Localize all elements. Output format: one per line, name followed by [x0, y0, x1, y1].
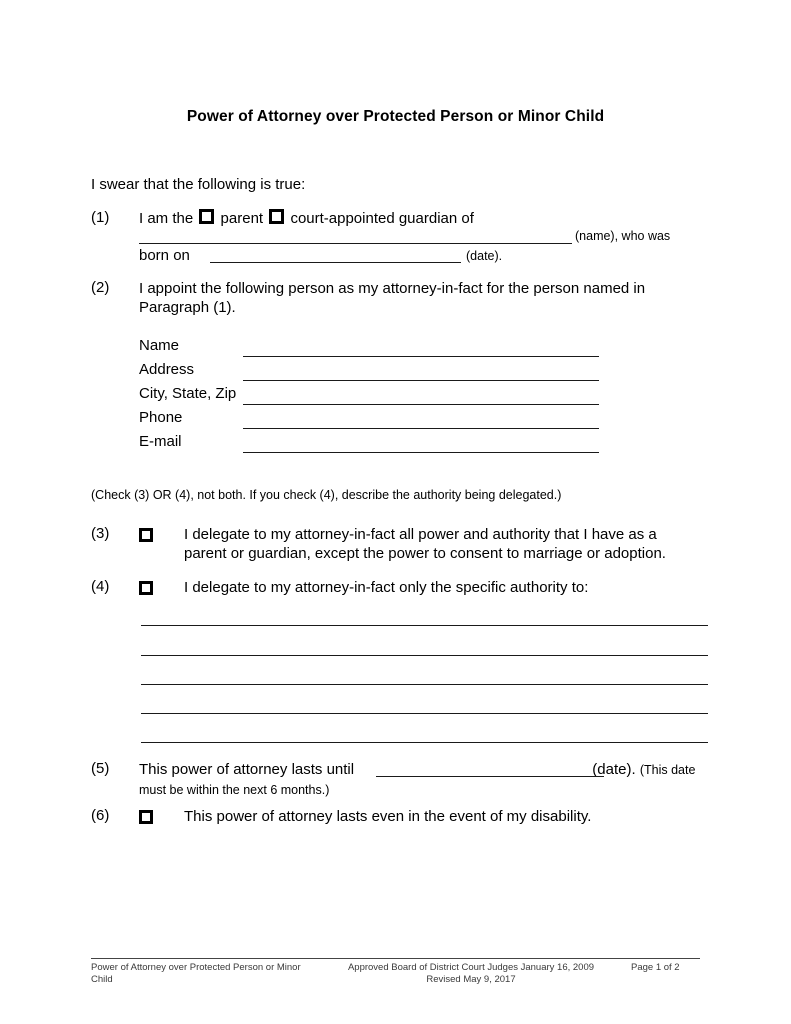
section-5-number: (5) [91, 760, 110, 777]
field-input-city-state-zip[interactable] [243, 404, 599, 405]
section-3-body: I delegate to my attorney-in-fact all power and authority that I have as a parent or guardian, except the power to consent to marriage or adoption. [184, 526, 666, 562]
footer-approval-line2: Revised May 9, 2017 [426, 974, 516, 985]
name-blank-line[interactable] [139, 243, 572, 244]
footer-divider [91, 958, 700, 959]
checkbox-parent-icon[interactable] [199, 209, 214, 224]
footer-page-number: Page 1 of 2 [631, 962, 680, 973]
footer-approval-line1: Approved Board of District Court Judges January 16, 2009 [347, 962, 595, 973]
section-3-checkbox-cell [139, 525, 184, 547]
born-on-label: born on [139, 247, 190, 264]
checkbox-delegate-all-icon[interactable] [139, 528, 153, 542]
section-4-number: (4) [91, 578, 110, 595]
field-row-email [139, 433, 599, 457]
authority-blank-line-2[interactable] [141, 655, 708, 656]
field-label-phone: Phone [139, 409, 183, 426]
expiration-date-blank-line[interactable] [376, 776, 604, 777]
section-4-checkbox-cell [139, 578, 184, 600]
field-label-name: Name [139, 337, 180, 354]
attorney-in-fact-fields [139, 337, 599, 457]
section-6-number: (6) [91, 807, 110, 824]
field-row-city-state-zip [139, 385, 599, 409]
section-5 [91, 760, 711, 800]
checkbox-guardian-icon[interactable] [269, 209, 284, 224]
page-title: Power of Attorney over Protected Person or Minor Child [186, 108, 605, 125]
section-3-number: (3) [91, 525, 110, 542]
section-3 [91, 525, 711, 563]
section-2-body: I appoint the following person as my attorney-in-fact for the person named in Paragraph (1). [139, 280, 646, 316]
section-6-checkbox-cell [139, 807, 184, 829]
section-1 [91, 209, 711, 228]
checkbox-delegate-specific-icon[interactable] [139, 581, 153, 595]
section-1-lead: I am the [139, 210, 194, 227]
authority-blank-line-4[interactable] [141, 713, 708, 714]
birthdate-caption: (date). [466, 249, 503, 263]
section-2 [91, 279, 701, 317]
section-2-number: (2) [91, 279, 110, 296]
section-1-body [139, 209, 474, 228]
section-5-note: (This date must be within the next 6 months.) [139, 763, 696, 797]
field-input-name[interactable] [243, 356, 599, 357]
field-row-phone [139, 409, 599, 433]
section-6 [91, 807, 711, 829]
name-caption: (name), who was [575, 229, 671, 243]
check-instruction-note: (Check (3) OR (4), not both. If you check (4), describe the authority being delegated.) [91, 488, 562, 502]
field-input-phone[interactable] [243, 428, 599, 429]
section-5-text: This power of attorney lasts until [139, 761, 355, 778]
section-5-date-caption: (date). [592, 761, 636, 778]
option-parent-label: parent [220, 210, 264, 227]
field-label-email: E-mail [139, 433, 182, 450]
section-4-body: I delegate to my attorney-in-fact only the specific authority to: [184, 579, 589, 596]
section-1-number: (1) [91, 209, 110, 226]
footer-approval [321, 962, 621, 986]
field-input-address[interactable] [243, 380, 599, 381]
authority-blank-line-5[interactable] [141, 742, 708, 743]
field-input-email[interactable] [243, 452, 599, 453]
section-6-body: This power of attorney lasts even in the event of my disability. [184, 808, 592, 825]
field-row-address [139, 361, 599, 385]
footer-form-title: Power of Attorney over Protected Person or Minor Child [91, 962, 301, 985]
checkbox-durable-icon[interactable] [139, 810, 153, 824]
section-5-body [139, 760, 704, 800]
birthdate-blank-line[interactable] [210, 262, 461, 263]
field-label-city-state-zip: City, State, Zip [139, 385, 237, 402]
field-label-address: Address [139, 361, 195, 378]
authority-blank-line-3[interactable] [141, 684, 708, 685]
option-guardian-label: court-appointed guardian of [290, 210, 474, 227]
authority-blank-line-1[interactable] [141, 625, 708, 626]
section-4 [91, 578, 711, 600]
intro-statement: I swear that the following is true: [91, 176, 306, 193]
field-row-name [139, 337, 599, 361]
